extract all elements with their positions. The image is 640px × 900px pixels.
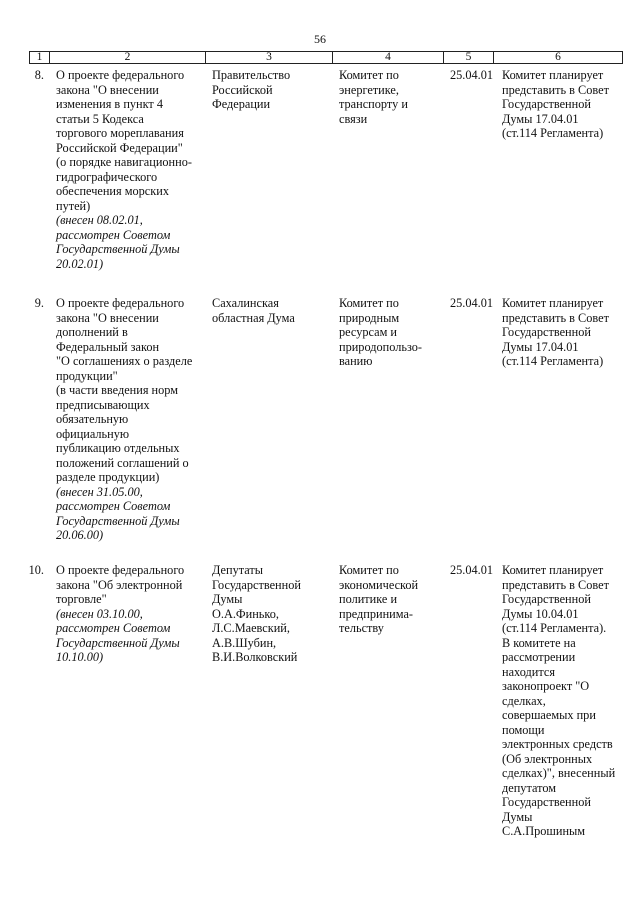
table-header-row [29, 51, 623, 64]
entry-number: 8. [34, 68, 44, 82]
page-number: 56 [314, 32, 326, 46]
scheduled-date: 25.04.01 [449, 68, 493, 82]
column-header-3: 3 [206, 52, 333, 63]
bill-author: Депутаты Государственной Думы О.А.Финько, Л.С.Маевский, А.В.Шубин, В.И.Волковский [212, 563, 301, 664]
bill-author: Сахалинская областная Дума [212, 296, 295, 325]
responsible-committee: Комитет по природным ресурсам и природопользо- ванию [339, 296, 422, 368]
entry-number: 9. [34, 296, 44, 310]
submission-info: (внесен 08.02.01, [56, 213, 143, 227]
entry-number: 10. [28, 563, 44, 577]
column-header-5: 5 [444, 52, 494, 63]
status-note: Комитет планирует представить в Совет Государственной Думы 17.04.01 (ст.114 Регламента) [502, 68, 609, 140]
column-header-1: 1 [30, 52, 50, 63]
responsible-committee: Комитет по энергетике, транспорту и связи [339, 68, 408, 126]
status-note: Комитет планирует представить в Совет Государственной Думы 10.04.01 (ст.114 Регламента). В комитете на рассмотрении находится законопроект "О сделках, совершаемых при помощи электронных средств (Об электронных сделках)", внесенный депутатом Государственной Думы С.А.Прошиным [502, 563, 616, 838]
scheduled-date: 25.04.01 [449, 296, 493, 310]
bill-author: Правительство Российской Федерации [212, 68, 291, 111]
scheduled-date: 25.04.01 [449, 563, 493, 577]
submission-info: (внесен 03.10.00, [56, 606, 143, 621]
submission-info: (внесен 31.05.00, [56, 484, 143, 499]
bill-title: О проекте федерального закона "О внесении изменения в пункт 4 статьи 5 Кодекса торгового мореплавания Российской Федерации" (о порядке навигационно- гидрографического обеспечения морских путей) (внесен 08.02.01, рассмотрен Советом Государственной Думы 20.02.01) [56, 68, 206, 271]
status-note: Комитет планирует представить в Совет Государственной Думы 17.04.01 (ст.114 Регламента) [502, 296, 609, 368]
column-header-4: 4 [333, 52, 444, 63]
column-header-6: 6 [555, 51, 561, 63]
responsible-committee: Комитет по экономической политике и предпринима- тельству [339, 563, 419, 635]
bill-title: О проекте федерального закона "О внесении дополнений в Федеральный закон "О соглашениях о разделе продукции" (в части введения норм предписывающих обязательную официальную публикацию отдельных положений соглашений о разделе продукции) (внесен 31.05.00, рассмотрен Советом Государственной Думы 20.06.00) [56, 296, 206, 543]
column-header-2: 2 [50, 52, 206, 63]
bill-title: О проекте федерального закона "Об электронной торговле" (внесен 03.10.00, рассмотрен Советом Государственной Думы 10.10.00) [56, 563, 206, 665]
